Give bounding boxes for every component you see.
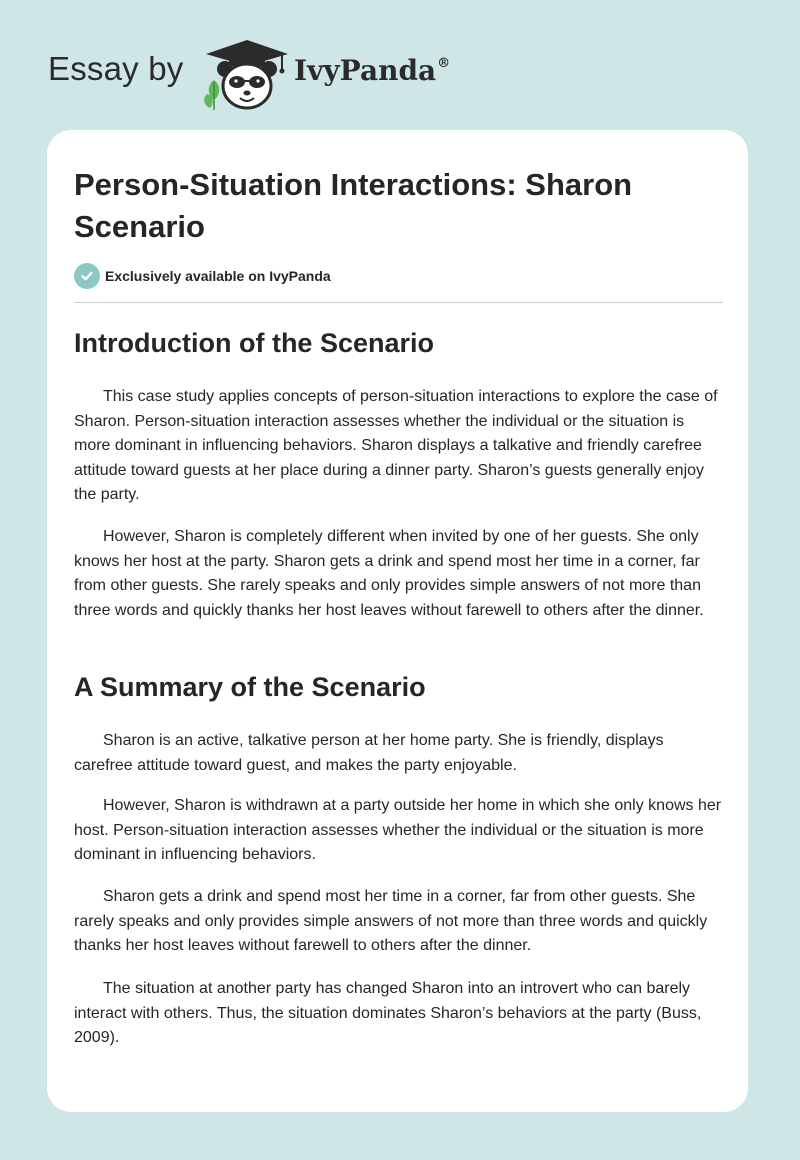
exclusive-badge [74, 262, 331, 290]
paragraph: This case study applies concepts of person-situation interactions to explore the case of Sharon. Person-situation interaction assesses whether the individual or the situation is more dominant in influencing behaviors. Sharon displays a talkative and friendly carefree attitude toward guests at her place during a dinner party. Sharon’s guests generally enjoy the party. [74, 388, 718, 503]
page-title: Person-Situation Interactions: Sharon Scenario [74, 167, 633, 244]
paragraph: Sharon gets a drink and spend most her time in a corner, far from other guests. She rarely speaks and only provides simple answers of not more than three words and quickly thanks her host leaves without farewell to others after the dinner. [74, 888, 708, 954]
essay-by-label: Essay by [48, 50, 184, 87]
check-icon [74, 263, 100, 289]
site-header [48, 30, 468, 110]
panda-logo-icon [202, 34, 292, 114]
title-divider [74, 302, 723, 303]
registered-mark: ® [437, 56, 451, 71]
exclusive-label: Exclusively available on IvyPanda [105, 268, 331, 284]
paragraph: The situation at another party has changed Sharon into an introvert who can barely interact with others. Thus, the situation dominates Sharon’s behaviors at the party (Buss, 2009). [74, 980, 702, 1046]
brand-name[interactable]: IvyPanda® [294, 54, 451, 87]
paragraph: Sharon is an active, talkative person at her home party. She is friendly, displays carefree attitude toward guest, and makes the party enjoyable. [74, 732, 664, 774]
paragraph: However, Sharon is completely different when invited by one of her guests. She only knows her host at the party. Sharon gets a drink and spend most her time in a corner, far from other guests. She rarely speaks and only provides simple answers of not more than three words and quickly thanks her host leaves without farewell to others after the dinner. [74, 528, 704, 619]
paragraph: However, Sharon is withdrawn at a party outside her home in which she only knows her host. Person-situation interaction assesses whether the individual or the situation is more dominant in influencing behaviors. [74, 797, 722, 863]
essay-card [47, 130, 748, 1112]
section-heading-introduction: Introduction of the Scenario [74, 328, 435, 358]
section-heading-summary: A Summary of the Scenario [74, 672, 426, 702]
